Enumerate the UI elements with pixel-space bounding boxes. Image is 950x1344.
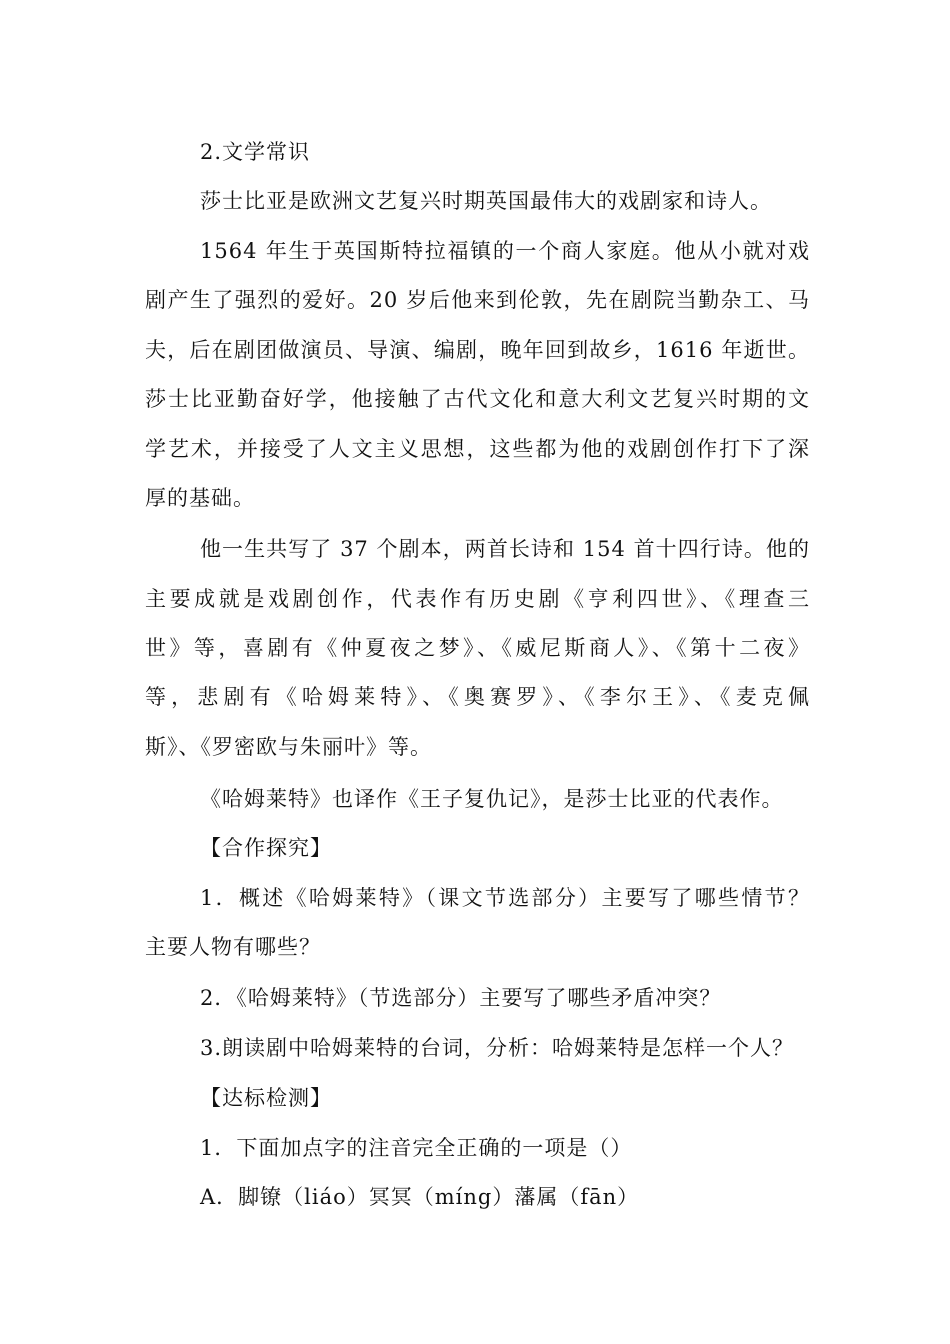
biography-line: 夫，后在剧团做演员、导演、编剧，晚年回到故乡，1616 年逝世。 [145, 338, 810, 362]
intro-paragraph: 莎士比亚是欧洲文艺复兴时期英国最伟大的戏剧家和诗人。 [200, 189, 772, 213]
biography-line: 剧产生了强烈的爱好。20 岁后他来到伦敦，先在剧院当勤杂工、马 [145, 288, 810, 312]
section-title: 2.文学常识 [200, 140, 311, 164]
works-line: 斯》、《罗密欧与朱丽叶》等。 [145, 735, 432, 759]
biography-line: 厚的基础。 [145, 486, 255, 510]
question-2: 2．《哈姆莱特》（节选部分）主要写了哪些矛盾冲突？ [200, 986, 722, 1010]
biography-line: 1564 年生于英国斯特拉福镇的一个商人家庭。他从小就对戏 [200, 239, 810, 263]
cooperation-heading: 【合作探究】 [200, 836, 332, 860]
works-line: 他一生共写了 37 个剧本，两首长诗和 154 首十四行诗。他的 [200, 537, 810, 561]
biography-line: 学艺术，并接受了人文主义思想，这些都为他的戏剧创作打下了深 [145, 437, 810, 461]
works-line: 主要成就是戏剧创作，代表作有历史剧《亨利四世》、《理查三 [145, 587, 810, 611]
option-a: A．脚镣（liáo）冥冥（míng）藩属（fān） [200, 1185, 640, 1209]
question-1-line: 1．概述《哈姆莱特》（课文节选部分）主要写了哪些情节？ [200, 886, 810, 910]
biography-line: 莎士比亚勤奋好学，他接触了古代文化和意大利文艺复兴时期的文 [145, 387, 810, 411]
test-question-1: 1．下面加点字的注音完全正确的一项是（） [200, 1136, 633, 1160]
question-3: 3.朗读剧中哈姆莱特的台词，分析：哈姆莱特是怎样一个人？ [200, 1036, 795, 1060]
question-1-line: 主要人物有哪些？ [145, 935, 321, 959]
works-line: 等，悲剧有《哈姆莱特》、《奥赛罗》、《李尔王》、《麦克佩 [145, 685, 810, 709]
hamlet-paragraph: 《哈姆莱特》也译作《王子复仇记》，是莎士比亚的代表作。 [200, 787, 784, 811]
test-heading: 【达标检测】 [200, 1086, 332, 1110]
works-line: 世》等，喜剧有《仲夏夜之梦》、《威尼斯商人》、《第十二夜》 [145, 636, 810, 660]
